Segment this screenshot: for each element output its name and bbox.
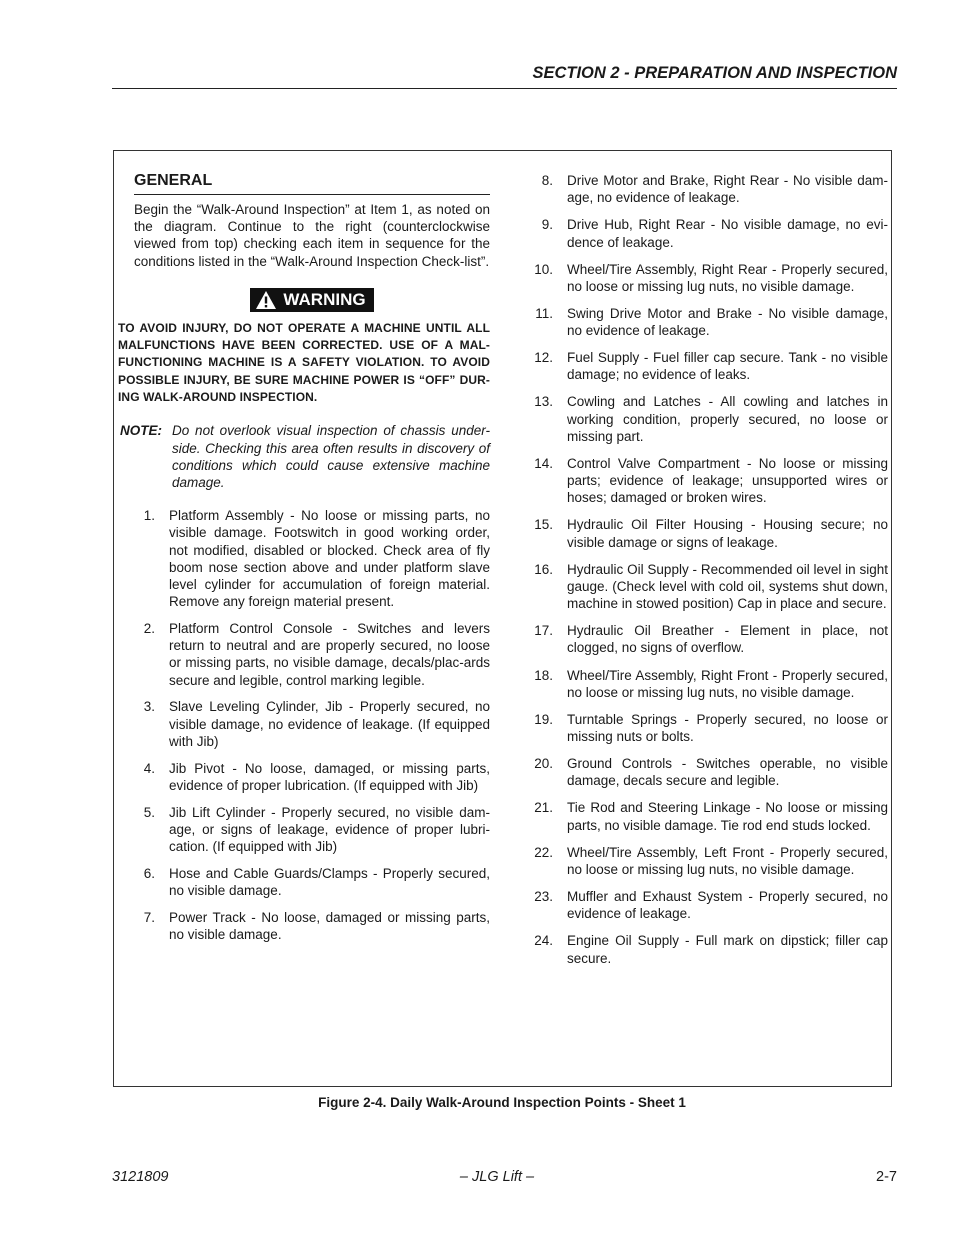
left-column (118, 172, 490, 953)
item-text: Tie Rod and Steering Linkage - No loose or missing parts, no visible damage. Tie rod end studs locked. (567, 800, 888, 833)
item-text: Jib Lift Cylinder - Properly secured, no visible dam-age, or signs of leakage, evidence of proper lubri-cation. (If equipped with Jib) (169, 804, 490, 854)
item-text: Hydraulic Oil Filter Housing - Housing secure; no visible damage or signs of leakage. (567, 517, 888, 550)
inspection-list-left (118, 507, 490, 943)
list-item (118, 804, 490, 856)
item-number: 14. (534, 455, 553, 471)
list-item (530, 561, 888, 613)
item-text: Engine Oil Supply - Full mark on dipstick; filler cap secure. (567, 933, 888, 966)
note-text: Do not overlook visual inspection of chassis under-side. Checking this area often results in discovery of conditions which could cause extensive machine damage. (172, 423, 490, 490)
item-number: 13. (534, 394, 553, 410)
item-number: 7. (143, 909, 155, 925)
item-number: 8. (541, 173, 553, 188)
item-number: 1. (143, 508, 155, 524)
list-item (118, 865, 490, 899)
item-text: Drive Motor and Brake, Right Rear - No visible dam-age, no evidence of leakage. (567, 173, 888, 206)
list-item (530, 755, 888, 789)
item-number: 24. (534, 933, 553, 949)
item-text: Turntable Springs - Properly secured, no loose or missing nuts or bolts. (567, 711, 888, 745)
item-text: Slave Leveling Cylinder, Jib - Properly secured, no visible damage, no evidence of leakage. (If equipped with Jib) (169, 699, 490, 749)
item-number: 9. (541, 217, 553, 233)
warning-badge (250, 288, 373, 312)
item-text: Swing Drive Motor and Brake - No visible damage, no evidence of leakage. (567, 305, 888, 339)
item-number: 3. (143, 699, 155, 715)
item-number: 6. (143, 865, 155, 881)
section-heading: GENERAL (134, 172, 490, 195)
item-text: Hydraulic Oil Supply - Recommended oil level in sight gauge. (Check level with cold oil, systems shut down, machine in stowed position) Cap in place and secure. (567, 561, 888, 612)
list-item (530, 932, 888, 966)
item-number: 19. (534, 711, 553, 727)
item-number: 15. (534, 517, 553, 533)
warning-triangle-icon (255, 290, 277, 310)
item-number: 2. (143, 620, 155, 636)
item-text: Ground Controls - Switches operable, no visible damage, decals secure and legible. (567, 756, 888, 789)
item-text: Fuel Supply - Fuel filler cap secure. Tank - no visible damage; no evidence of leaks. (567, 350, 888, 383)
list-item (530, 305, 888, 339)
footer-publisher: – JLG Lift – (459, 1169, 535, 1185)
note-label: NOTE: (120, 423, 162, 439)
item-text: Muffler and Exhaust System - Properly secured, no evidence of leakage. (567, 889, 888, 922)
right-column (530, 172, 888, 977)
list-item (530, 622, 888, 656)
header-rule (112, 88, 897, 89)
intro-paragraph: Begin the “Walk-Around Inspection” at Item 1, as noted on the diagram. Continue to the right (counterclockwise viewed from top) checking each item in sequence for the conditions listed in the “Walk-Around Inspection Check-list”. (134, 202, 490, 269)
list-item (530, 799, 888, 833)
item-text: Hydraulic Oil Breather - Element in place, not clogged, no signs of overflow. (567, 623, 888, 656)
list-item (118, 760, 490, 794)
footer-doc-number: 3121809 (112, 1169, 169, 1185)
item-text: Control Valve Compartment - No loose or missing parts; evidence of leakage; unsupported wires or hoses; damaged or broken wires. (567, 455, 888, 506)
warning-label: WARNING (283, 289, 366, 309)
item-number: 22. (534, 844, 553, 860)
item-text: Power Track - No loose, damaged or missing parts, no visible damage. (169, 909, 490, 942)
item-number: 17. (534, 623, 553, 639)
list-item (530, 711, 888, 745)
list-item (530, 455, 888, 507)
list-item (530, 888, 888, 922)
list-item (530, 172, 888, 206)
warning-text: TO AVOID INJURY, DO NOT OPERATE A MACHINE UNTIL ALL MALFUNCTIONS HAVE BEEN CORRECTED. USE OF A MAL-FUNCTIONING MACHINE IS A SAFETY VIOLATION. TO AVOID POSSIBLE INJURY, BE SURE MACHINE POWER IS “OFF” DUR-ING WALK-AROUND INSPECTION. (118, 320, 490, 404)
item-number: 12. (534, 350, 553, 366)
list-item (530, 844, 888, 878)
item-number: 11. (535, 305, 553, 321)
item-number: 18. (534, 667, 553, 683)
section-header-title: SECTION 2 - PREPARATION AND INSPECTION (532, 64, 897, 82)
list-item (530, 393, 888, 445)
list-item (530, 216, 888, 250)
item-text: Platform Control Console - Switches and levers return to neutral and are properly secured, no loose or missing parts, no visible damage, decals/plac-ards secure and legible, control marking legible. (169, 620, 490, 688)
item-text: Jib Pivot - No loose, damaged, or missing parts, evidence of proper lubrication. (If equipped with Jib) (169, 760, 490, 793)
item-number: 21. (534, 800, 553, 816)
item-text: Wheel/Tire Assembly, Right Front - Properly secured, no loose or missing lug nuts, no visible damage. (567, 667, 888, 700)
item-number: 20. (534, 756, 553, 772)
figure-caption: Figure 2-4. Daily Walk-Around Inspection Points - Sheet 1 (318, 1095, 686, 1110)
note-block (118, 422, 490, 491)
list-item (530, 349, 888, 383)
item-number: 16. (534, 561, 553, 577)
list-item (118, 620, 490, 689)
footer-page-number: 2-7 (876, 1169, 897, 1185)
item-number: 23. (534, 889, 553, 905)
list-item (530, 516, 888, 550)
item-text: Platform Assembly - No loose or missing parts, no visible damage. Footswitch in good working order, not modified, disabled or blocked. Check area of fly boom nose section above and under platform slave level cylinder for accumulation of foreign material. Remove any foreign material present. (169, 508, 490, 610)
item-text: Hose and Cable Guards/Clamps - Properly secured, no visible damage. (169, 865, 490, 898)
item-number: 5. (143, 804, 155, 820)
list-item (118, 507, 490, 610)
warning-badge-wrap (134, 288, 490, 315)
item-number: 10. (534, 261, 553, 277)
item-text: Cowling and Latches - All cowling and latches in working condition, properly secured, no loose or missing part. (567, 394, 888, 444)
list-item (118, 698, 490, 750)
item-number: 4. (143, 760, 155, 776)
list-item (118, 909, 490, 943)
item-text: Wheel/Tire Assembly, Right Rear - Properly secured, no loose or missing lug nuts, no visible damage. (567, 261, 888, 294)
list-item (530, 261, 888, 295)
item-text: Wheel/Tire Assembly, Left Front - Properly secured, no loose or missing lug nuts, no visible damage. (567, 844, 888, 877)
item-text: Drive Hub, Right Rear - No visible damage, no evi-dence of leakage. (567, 217, 888, 250)
list-item (530, 667, 888, 701)
